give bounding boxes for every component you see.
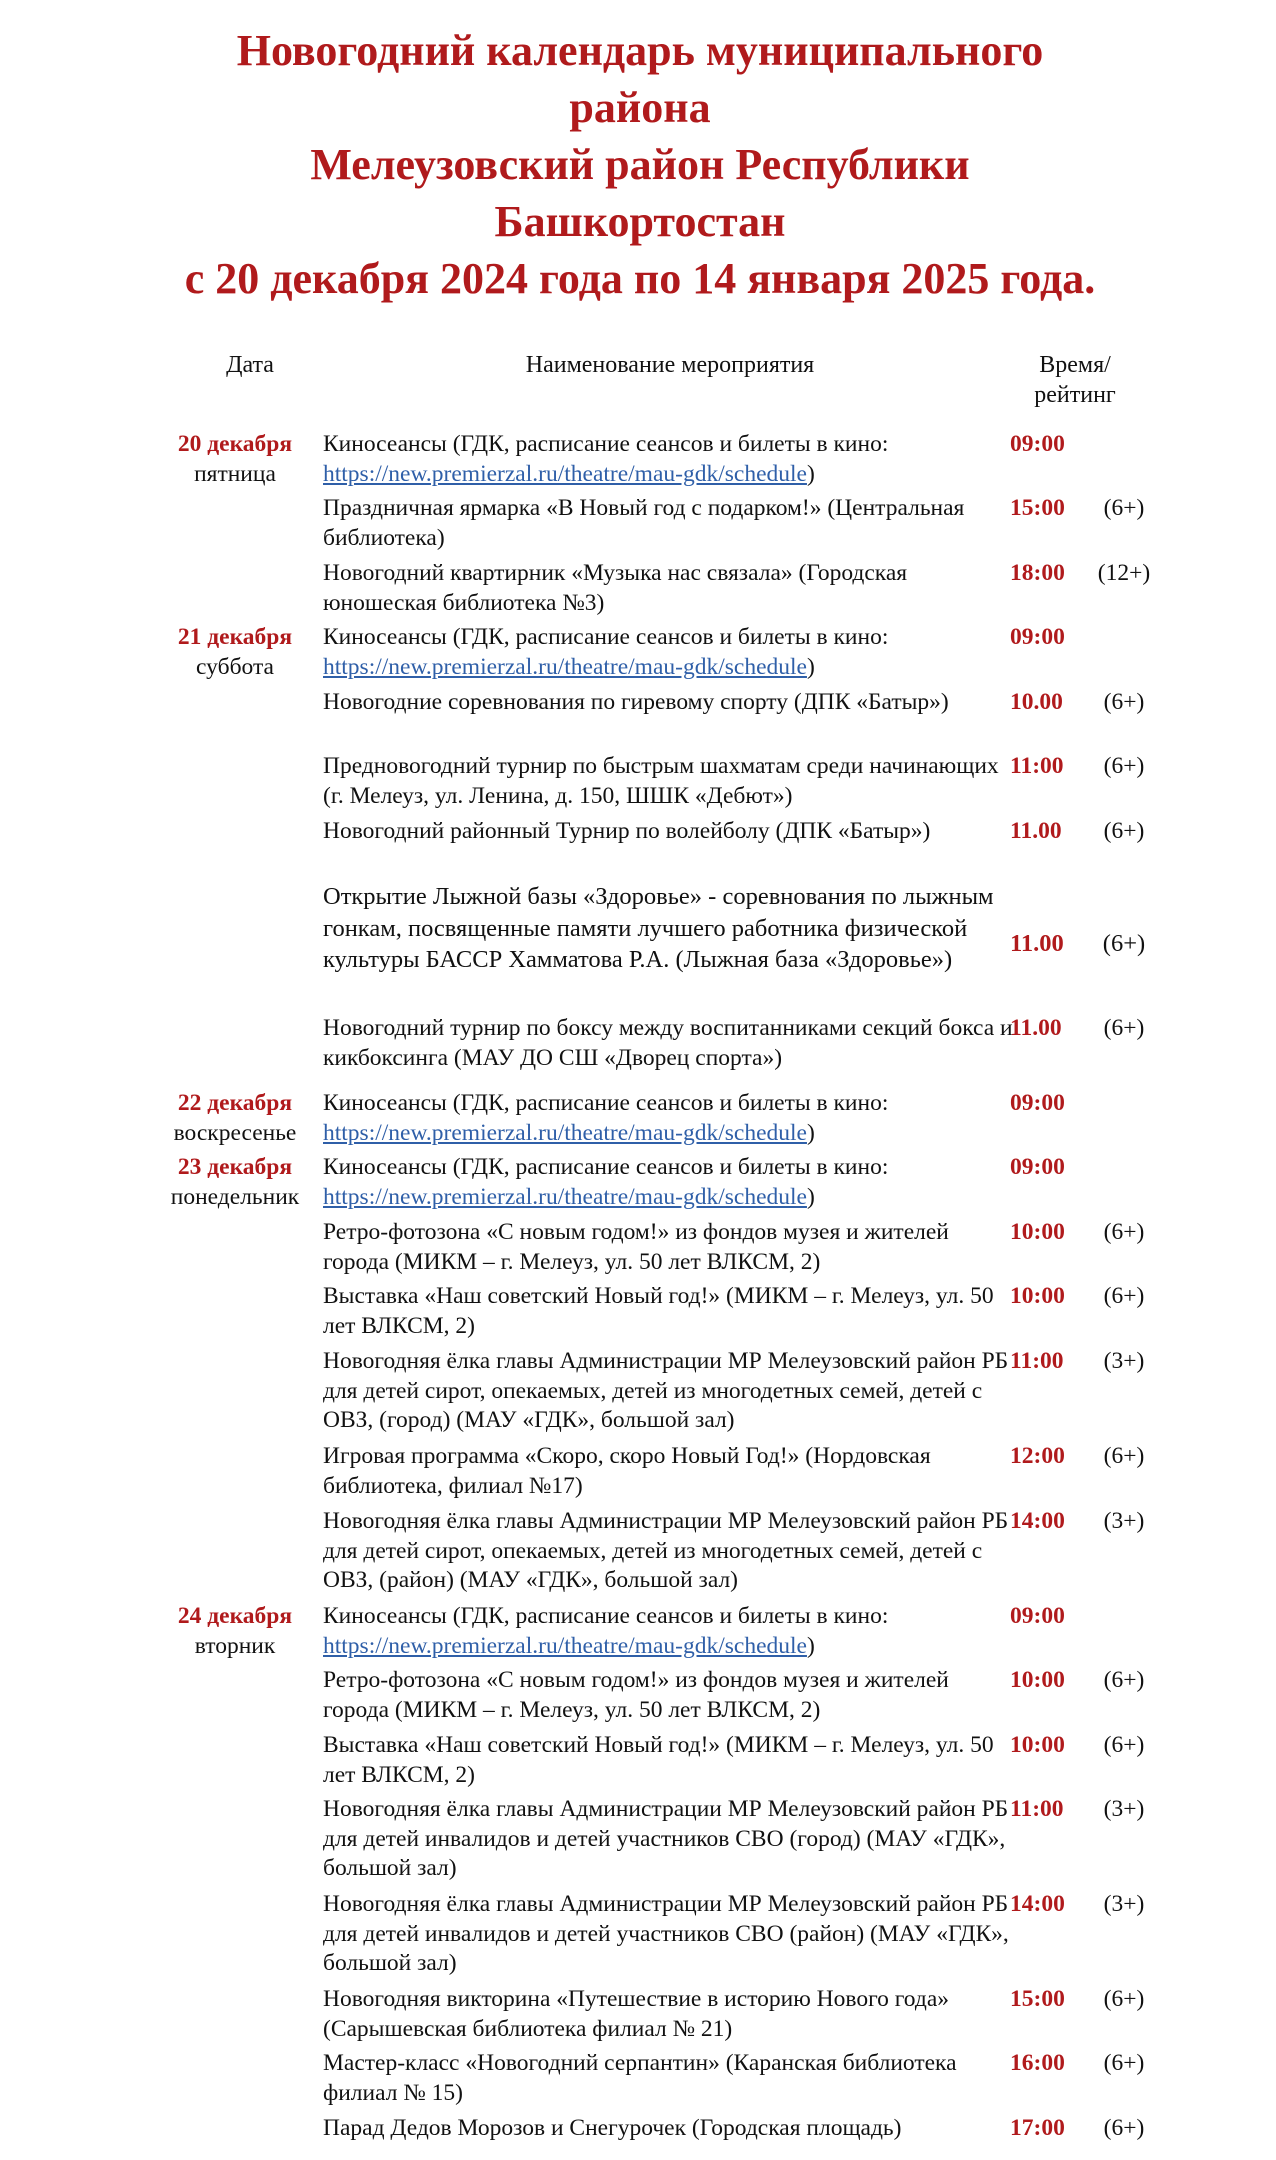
event-time: 11.00	[1010, 930, 1064, 957]
event-link-tail: )	[806, 460, 815, 487]
event-time: 10:00	[1010, 1219, 1065, 1245]
event-text: Новогодний районный Турнир по волейболу (ДПК «Батыр»)	[323, 818, 931, 844]
event-description	[323, 1347, 1013, 1436]
event-text: Мастер-класс «Новогодний серпантин» (Каранская библиотека филиал № 15)	[323, 2050, 957, 2106]
date-weekday: понедельник	[170, 1183, 300, 1210]
event-description	[323, 1153, 1013, 1212]
event-text: Ретро-фотозона «С новым годом!» из фондов музея и жителей города (МИКМ – г. Мелеуз, ул. 50 лет ВЛКСМ, 2)	[323, 1219, 949, 1275]
event-text: Праздничная ярмарка «В Новый год с подарком!» (Центральная библиотека)	[323, 495, 965, 551]
event-time: 09:00	[1010, 1603, 1065, 1629]
event-link-line	[323, 653, 1013, 683]
date-day: 22 декабря	[177, 1090, 293, 1116]
schedule-link[interactable]: https://new.premierzal.ru/theatre/mau-gdk/schedule	[323, 1119, 807, 1146]
event-text: Киносеансы (ГДК, расписание сеансов и билеты в кино:	[323, 624, 889, 650]
event-rating: (6+)	[1103, 1986, 1145, 2012]
event-text: Киносеансы (ГДК, расписание сеансов и билеты в кино:	[323, 1154, 889, 1180]
event-description	[323, 1282, 1013, 1341]
event-rating: (6+)	[1103, 1283, 1145, 1309]
event-time: 09:00	[1010, 1154, 1065, 1180]
column-header-date: Дата	[226, 352, 274, 378]
event-text: Ретро-фотозона «С новым годом!» из фондов музея и жителей города (МИКМ – г. Мелеуз, ул. 50 лет ВЛКСМ, 2)	[323, 1667, 949, 1723]
event-time: 10:00	[1010, 1732, 1065, 1758]
event-time: 18:00	[1010, 560, 1065, 586]
column-header-time-line-2: рейтинг	[1034, 382, 1116, 408]
event-description	[323, 1890, 1013, 1979]
event-link-line	[323, 1183, 1013, 1213]
date-weekday: вторник	[194, 1632, 276, 1659]
event-time: 15:00	[1010, 495, 1065, 521]
event-time: 11.00	[1010, 1015, 1062, 1041]
event-description	[323, 1507, 1013, 1596]
date-day: 20 декабря	[177, 431, 293, 457]
event-rating: (6+)	[1103, 495, 1145, 521]
event-link-line	[323, 460, 1013, 490]
event-description	[323, 1795, 1013, 1884]
event-time: 09:00	[1010, 431, 1065, 457]
event-text: Киносеансы (ГДК, расписание сеансов и билеты в кино:	[323, 1603, 889, 1629]
event-rating: (6+)	[1103, 1443, 1145, 1469]
event-link-tail: )	[806, 653, 815, 680]
event-description	[323, 1602, 1013, 1661]
event-text: Парад Дедов Морозов и Снегурочек (Городская площадь)	[323, 2115, 902, 2141]
column-header-name: Наименование мероприятия	[525, 352, 815, 378]
event-time: 16:00	[1010, 2050, 1065, 2076]
event-text: Киносеансы (ГДК, расписание сеансов и билеты в кино:	[323, 1090, 889, 1116]
date-day: 23 декабря	[177, 1154, 293, 1180]
date-cell	[150, 1089, 320, 1148]
event-text: Новогодняя ёлка главы Администрации МР Мелеузовский район РБ для детей инвалидов и детей участников СВО (город) (МАУ «ГДК», большой зал)	[323, 1796, 1009, 1881]
event-text: Выставка «Наш советский Новый год!» (МИКМ – г. Мелеуз, ул. 50 лет ВЛКСМ, 2)	[323, 1283, 994, 1339]
title-line-2: района	[569, 83, 711, 132]
event-text: Новогодние соревнования по гиревому спорту (ДПК «Батыр»)	[323, 689, 949, 715]
event-time: 10:00	[1010, 1283, 1065, 1309]
event-description	[323, 559, 1013, 618]
event-time: 10:00	[1010, 1667, 1065, 1693]
event-time: 14:00	[1010, 1891, 1065, 1917]
event-rating: (6+)	[1103, 753, 1145, 779]
event-text: Открытие Лыжной базы «Здоровье» - соревнования по лыжным гонкам, посвященные памяти лучшего работника физической культуры БАССР Хамматова Р.А. (Лыжная база «Здоровье»)	[323, 883, 994, 973]
date-weekday: суббота	[196, 653, 274, 680]
event-description	[323, 1089, 1013, 1148]
event-time: 11:00	[1010, 753, 1064, 779]
event-text: Киносеансы (ГДК, расписание сеансов и билеты в кино:	[323, 431, 889, 457]
event-description	[323, 1666, 1013, 1725]
event-text: Новогодний турнир по боксу между воспитанниками секций бокса и кикбоксинга (МАУ ДО СШ «Дворец спорта»)	[323, 1015, 1013, 1071]
event-rating: (3+)	[1103, 1891, 1145, 1917]
title-line-1: Новогодний календарь муниципального	[236, 26, 1044, 75]
event-rating: (6+)	[1103, 1015, 1145, 1041]
event-description	[323, 2114, 1013, 2144]
date-cell	[150, 1153, 320, 1212]
date-day: 21 декабря	[177, 624, 293, 650]
schedule-link[interactable]: https://new.premierzal.ru/theatre/mau-gdk/schedule	[323, 1183, 807, 1210]
event-rating: (3+)	[1103, 1796, 1145, 1822]
event-description	[323, 817, 1013, 847]
event-rating: (3+)	[1103, 1348, 1145, 1374]
date-weekday: воскресенье	[173, 1119, 297, 1146]
event-rating: (6+)	[1103, 1732, 1145, 1758]
event-link-tail: )	[806, 1632, 815, 1659]
event-description	[323, 881, 1013, 976]
date-cell	[150, 430, 320, 489]
event-rating: (6+)	[1103, 2115, 1145, 2141]
event-link-line	[323, 1632, 1013, 1662]
event-description	[323, 752, 1013, 811]
event-time: 11.00	[1010, 818, 1062, 844]
event-description	[323, 1014, 1013, 1073]
event-description	[323, 494, 1013, 553]
event-time: 12:00	[1010, 1443, 1065, 1469]
event-description	[323, 1218, 1013, 1277]
title-line-3: Мелеузовский район Республики	[310, 140, 970, 189]
schedule-link[interactable]: https://new.premierzal.ru/theatre/mau-gdk/schedule	[323, 653, 807, 680]
schedule-link[interactable]: https://new.premierzal.ru/theatre/mau-gdk/schedule	[323, 1632, 807, 1659]
event-time: 09:00	[1010, 1090, 1065, 1116]
event-rating: (6+)	[1103, 1667, 1145, 1693]
event-text: Предновогодний турнир по быстрым шахматам среди начинающих (г. Мелеуз, ул. Ленина, д. 150, ШШК «Дебют»)	[323, 753, 999, 809]
event-time: 11:00	[1010, 1348, 1064, 1374]
event-text: Новогодняя ёлка главы Администрации МР Мелеузовский район РБ для детей сирот, опекаемых, детей из многодетных семей, детей с ОВЗ, (город) (МАУ «ГДК», большой зал)	[323, 1348, 1009, 1433]
event-rating: (3+)	[1103, 1508, 1145, 1534]
event-rating: (6+)	[1103, 2050, 1145, 2076]
event-rating: (6+)	[1103, 689, 1145, 715]
event-time: 11:00	[1010, 1796, 1064, 1822]
event-description	[323, 430, 1013, 489]
date-weekday: пятница	[194, 460, 276, 487]
event-text: Новогодняя викторина «Путешествие в историю Нового года» (Сарышевская библиотека филиал № 21)	[323, 1986, 950, 2042]
event-rating: (12+)	[1097, 560, 1151, 586]
date-day: 24 декабря	[177, 1603, 293, 1629]
event-time: 09:00	[1010, 624, 1065, 650]
date-cell	[150, 623, 320, 682]
event-link-line	[323, 1119, 1013, 1149]
event-time: 15:00	[1010, 1986, 1065, 2012]
event-description	[323, 1442, 1013, 1501]
event-description	[323, 688, 1013, 718]
schedule-link[interactable]: https://new.premierzal.ru/theatre/mau-gdk/schedule	[323, 460, 807, 487]
event-link-tail: )	[806, 1119, 815, 1146]
title-line-4: Башкортостан	[494, 197, 786, 246]
event-text: Новогодняя ёлка главы Администрации МР Мелеузовский район РБ для детей инвалидов и детей участников СВО (район) (МАУ «ГДК», большой зал)	[323, 1891, 1009, 1976]
event-rating: (6+)	[1102, 930, 1146, 957]
event-description	[323, 623, 1013, 682]
event-description	[323, 1731, 1013, 1790]
event-time: 10.00	[1010, 689, 1063, 715]
date-cell	[150, 1602, 320, 1661]
event-text: Новогодняя ёлка главы Администрации МР Мелеузовский район РБ для детей сирот, опекаемых, детей из многодетных семей, детей с ОВЗ, (район) (МАУ «ГДК», большой зал)	[323, 1508, 1009, 1593]
event-time: 17:00	[1010, 2115, 1065, 2141]
event-text: Игровая программа «Скоро, скоро Новый Год!» (Нордовская библиотека, филиал №17)	[323, 1443, 931, 1499]
event-description	[323, 2049, 1013, 2108]
event-rating: (6+)	[1103, 1219, 1145, 1245]
event-rating: (6+)	[1103, 818, 1145, 844]
title-line-5: с 20 декабря 2024 года по 14 января 2025 года.	[184, 254, 1096, 303]
event-description	[323, 1985, 1013, 2044]
event-link-tail: )	[806, 1183, 815, 1210]
event-text: Выставка «Наш советский Новый год!» (МИКМ – г. Мелеуз, ул. 50 лет ВЛКСМ, 2)	[323, 1732, 994, 1788]
event-time: 14:00	[1010, 1508, 1065, 1534]
event-text: Новогодний квартирник «Музыка нас связала» (Городская юношеская библиотека №3)	[323, 560, 908, 616]
column-header-time-line-1: Время/	[1039, 352, 1111, 378]
